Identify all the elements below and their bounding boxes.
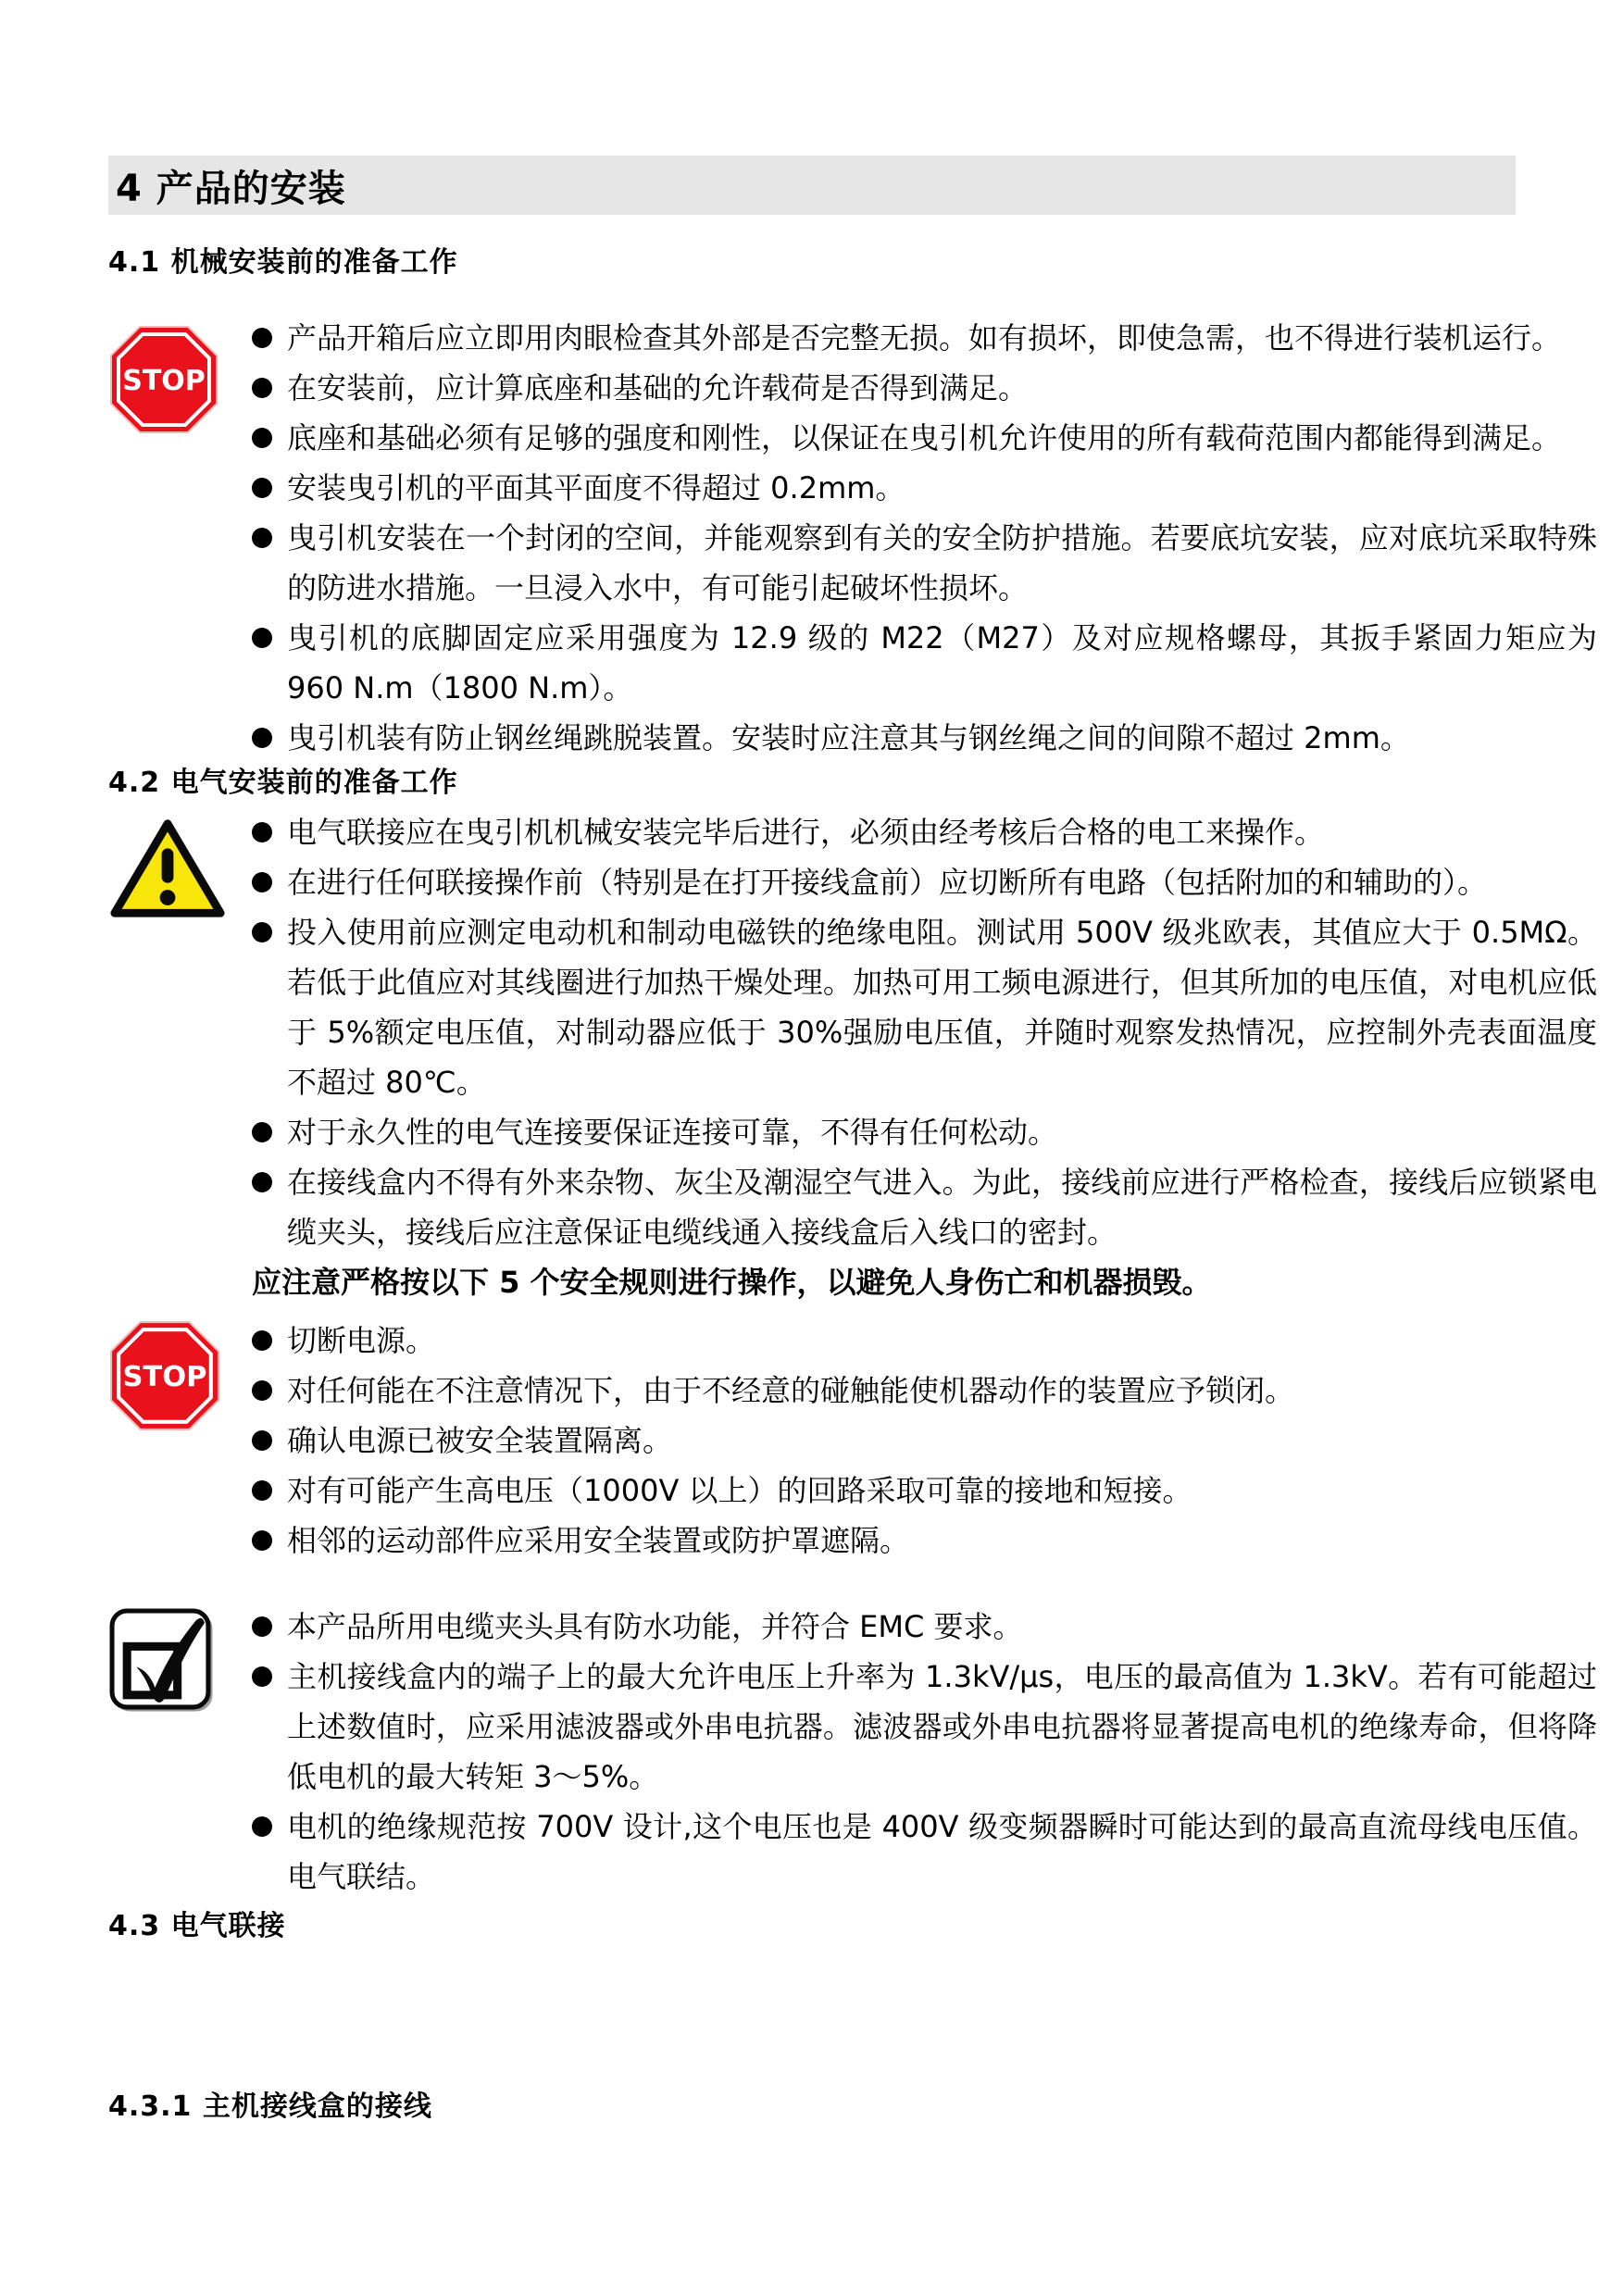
warning-icon-column	[108, 807, 252, 924]
bullet-text: 曳引机的底脚固定应采用强度为 12.9 级的 M22（M27）及对应规格螺母，其扳手紧固力矩应为 960 N.m（1800 N.m）。	[287, 620, 1597, 705]
list-item	[252, 1157, 1597, 1257]
bullet-icon	[252, 1666, 272, 1687]
list-item	[252, 1366, 1597, 1416]
stop-icon-column	[108, 1316, 252, 1436]
bullet-text: 底座和基础必须有足够的强度和刚性，以保证在曳引机允许使用的所有载荷范围内都能得到满足。	[287, 420, 1562, 455]
bullet-text: 对任何能在不注意情况下，由于不经意的碰触能使机器动作的装置应予锁闭。	[287, 1373, 1295, 1408]
list-item	[252, 413, 1597, 463]
list-item	[252, 1652, 1597, 1802]
list-item	[252, 463, 1597, 513]
bullet-text: 切断电源。	[287, 1323, 436, 1358]
list-item	[252, 1107, 1597, 1157]
list-item	[252, 807, 1597, 857]
checkbox-checked-icon	[108, 1607, 216, 1715]
bullet-icon	[252, 628, 272, 648]
safety-rules-list	[252, 1316, 1597, 1566]
bullet-icon	[252, 428, 272, 448]
list-item	[252, 713, 1597, 763]
stop-icon-column	[108, 313, 252, 439]
bullet-text: 本产品所用电缆夹头具有防水功能，并符合 EMC 要求。	[287, 1609, 1023, 1644]
stop-sign-icon	[108, 1319, 221, 1432]
list-item	[252, 513, 1597, 613]
section-heading-4-1: 4.1 机械安装前的准备工作	[108, 246, 458, 279]
bullet-icon	[252, 1816, 272, 1837]
bullet-text: 安装曳引机的平面其平面度不得超过 0.2mm。	[287, 470, 905, 505]
bullet-text: 电气联接应在曳引机机械安装完毕后进行，必须由经考核后合格的电工来操作。	[287, 815, 1325, 850]
bullet-icon	[252, 528, 272, 548]
bullet-icon	[252, 728, 272, 748]
bullet-icon	[252, 478, 272, 498]
chapter-title: 4 产品的安装	[116, 167, 346, 210]
bullet-icon	[252, 1530, 272, 1551]
bullet-text: 曳引机安装在一个封闭的空间，并能观察到有关的安全防护措施。若要底坑安装，应对底坑采取特殊的防进水措施。一旦浸入水中，有可能引起破坏性损坏。	[287, 520, 1597, 605]
stop-sign-icon	[108, 324, 219, 435]
stop-sign-label: STOP	[122, 1361, 207, 1394]
bullet-text: 产品开箱后应立即用肉眼检查其外部是否完整无损。如有损坏，即使急需，也不得进行装机运行。	[287, 320, 1562, 356]
bullet-text: 电机的绝缘规范按 700V 设计,这个电压也是 400V 级变频器瞬时可能达到的最高直流母线电压值。电气联结。	[287, 1809, 1597, 1894]
list-item	[252, 363, 1597, 413]
bullet-icon	[252, 1172, 272, 1192]
notice-mechanical-stop	[108, 313, 1597, 763]
bullet-icon	[252, 1330, 272, 1351]
list-item	[252, 1516, 1597, 1566]
list-item	[252, 857, 1597, 907]
bullet-text: 在进行任何联接操作前（特别是在打开接线盒前）应切断所有电路（包括附加的和辅助的）。	[287, 865, 1488, 900]
warning-triangle-icon	[108, 817, 227, 920]
bullet-text: 在安装前，应计算底座和基础的允许载荷是否得到满足。	[287, 370, 1029, 406]
check-icon-column	[108, 1602, 252, 1718]
bullet-text: 对于永久性的电气连接要保证连接可靠，不得有任何松动。	[287, 1115, 1058, 1150]
list-item	[252, 1316, 1597, 1366]
bullet-text: 投入使用前应测定电动机和制动电磁铁的绝缘电阻。测试用 500V 级兆欧表，其值应大于 0.5MΩ。若低于此值应对其线圈进行加热干燥处理。加热可用工频电源进行，但其所加的电压值，对电机应低于 5%额定电压值，对制动器应低于 30%强励电压值，并随时观察发热情况，应控制外壳表面温度不超过 80℃。	[287, 915, 1597, 1100]
bullet-icon	[252, 1430, 272, 1451]
section-heading-4-3-1: 4.3.1 主机接线盒的接线	[108, 2090, 432, 2123]
mechanical-notice-list	[252, 313, 1597, 763]
check-notes-list	[252, 1602, 1597, 1902]
bullet-text: 相邻的运动部件应采用安全装置或防护罩遮隔。	[287, 1523, 910, 1558]
list-item	[252, 1466, 1597, 1516]
section-heading-4-2: 4.2 电气安装前的准备工作	[108, 767, 458, 799]
list-item	[252, 1602, 1597, 1652]
section-heading-4-3: 4.3 电气联接	[108, 1910, 286, 1942]
list-item	[252, 613, 1597, 713]
chapter-heading-bar	[108, 156, 1516, 215]
bullet-icon	[252, 822, 272, 842]
bullet-text: 在接线盒内不得有外来杂物、灰尘及潮湿空气进入。为此，接线前应进行严格检查，接线后应锁紧电缆夹头，接线后应注意保证电缆线通入接线盒后入线口的密封。	[287, 1165, 1597, 1250]
bullet-text: 确认电源已被安全装置隔离。	[287, 1423, 673, 1458]
bullet-text: 对有可能产生高电压（1000V 以上）的回路采取可靠的接地和短接。	[287, 1473, 1192, 1508]
notice-electrical-warning	[108, 807, 1597, 1257]
notice-check	[108, 1602, 1597, 1902]
bullet-icon	[252, 1480, 272, 1501]
list-item	[252, 907, 1597, 1107]
electrical-notice-list	[252, 807, 1597, 1257]
list-item	[252, 1416, 1597, 1466]
bullet-icon	[252, 922, 272, 942]
bullet-text: 主机接线盒内的端子上的最大允许电压上升率为 1.3kV/μs，电压的最高值为 1.3kV。若有可能超过上述数值时，应采用滤波器或外串电抗器。滤波器或外串电抗器将显著提高电机的绝缘寿命，但将降低电机的最大转矩 3～5%。	[287, 1659, 1597, 1794]
bullet-icon	[252, 1616, 272, 1637]
bullet-icon	[252, 378, 272, 398]
bullet-icon	[252, 328, 272, 348]
bullet-icon	[252, 1122, 272, 1142]
bullet-text: 曳引机装有防止钢丝绳跳脱装置。安装时应注意其与钢丝绳之间的间隙不超过 2mm。	[287, 720, 1410, 755]
notice-safety-stop	[108, 1316, 1597, 1566]
list-item	[252, 313, 1597, 363]
bullet-icon	[252, 872, 272, 892]
safety-rules-note: 应注意严格按以下 5 个安全规则进行操作，以避免人身伤亡和机器损毁。	[252, 1265, 1212, 1300]
stop-sign-label: STOP	[122, 365, 206, 397]
list-item	[252, 1802, 1597, 1902]
bullet-icon	[252, 1380, 272, 1401]
